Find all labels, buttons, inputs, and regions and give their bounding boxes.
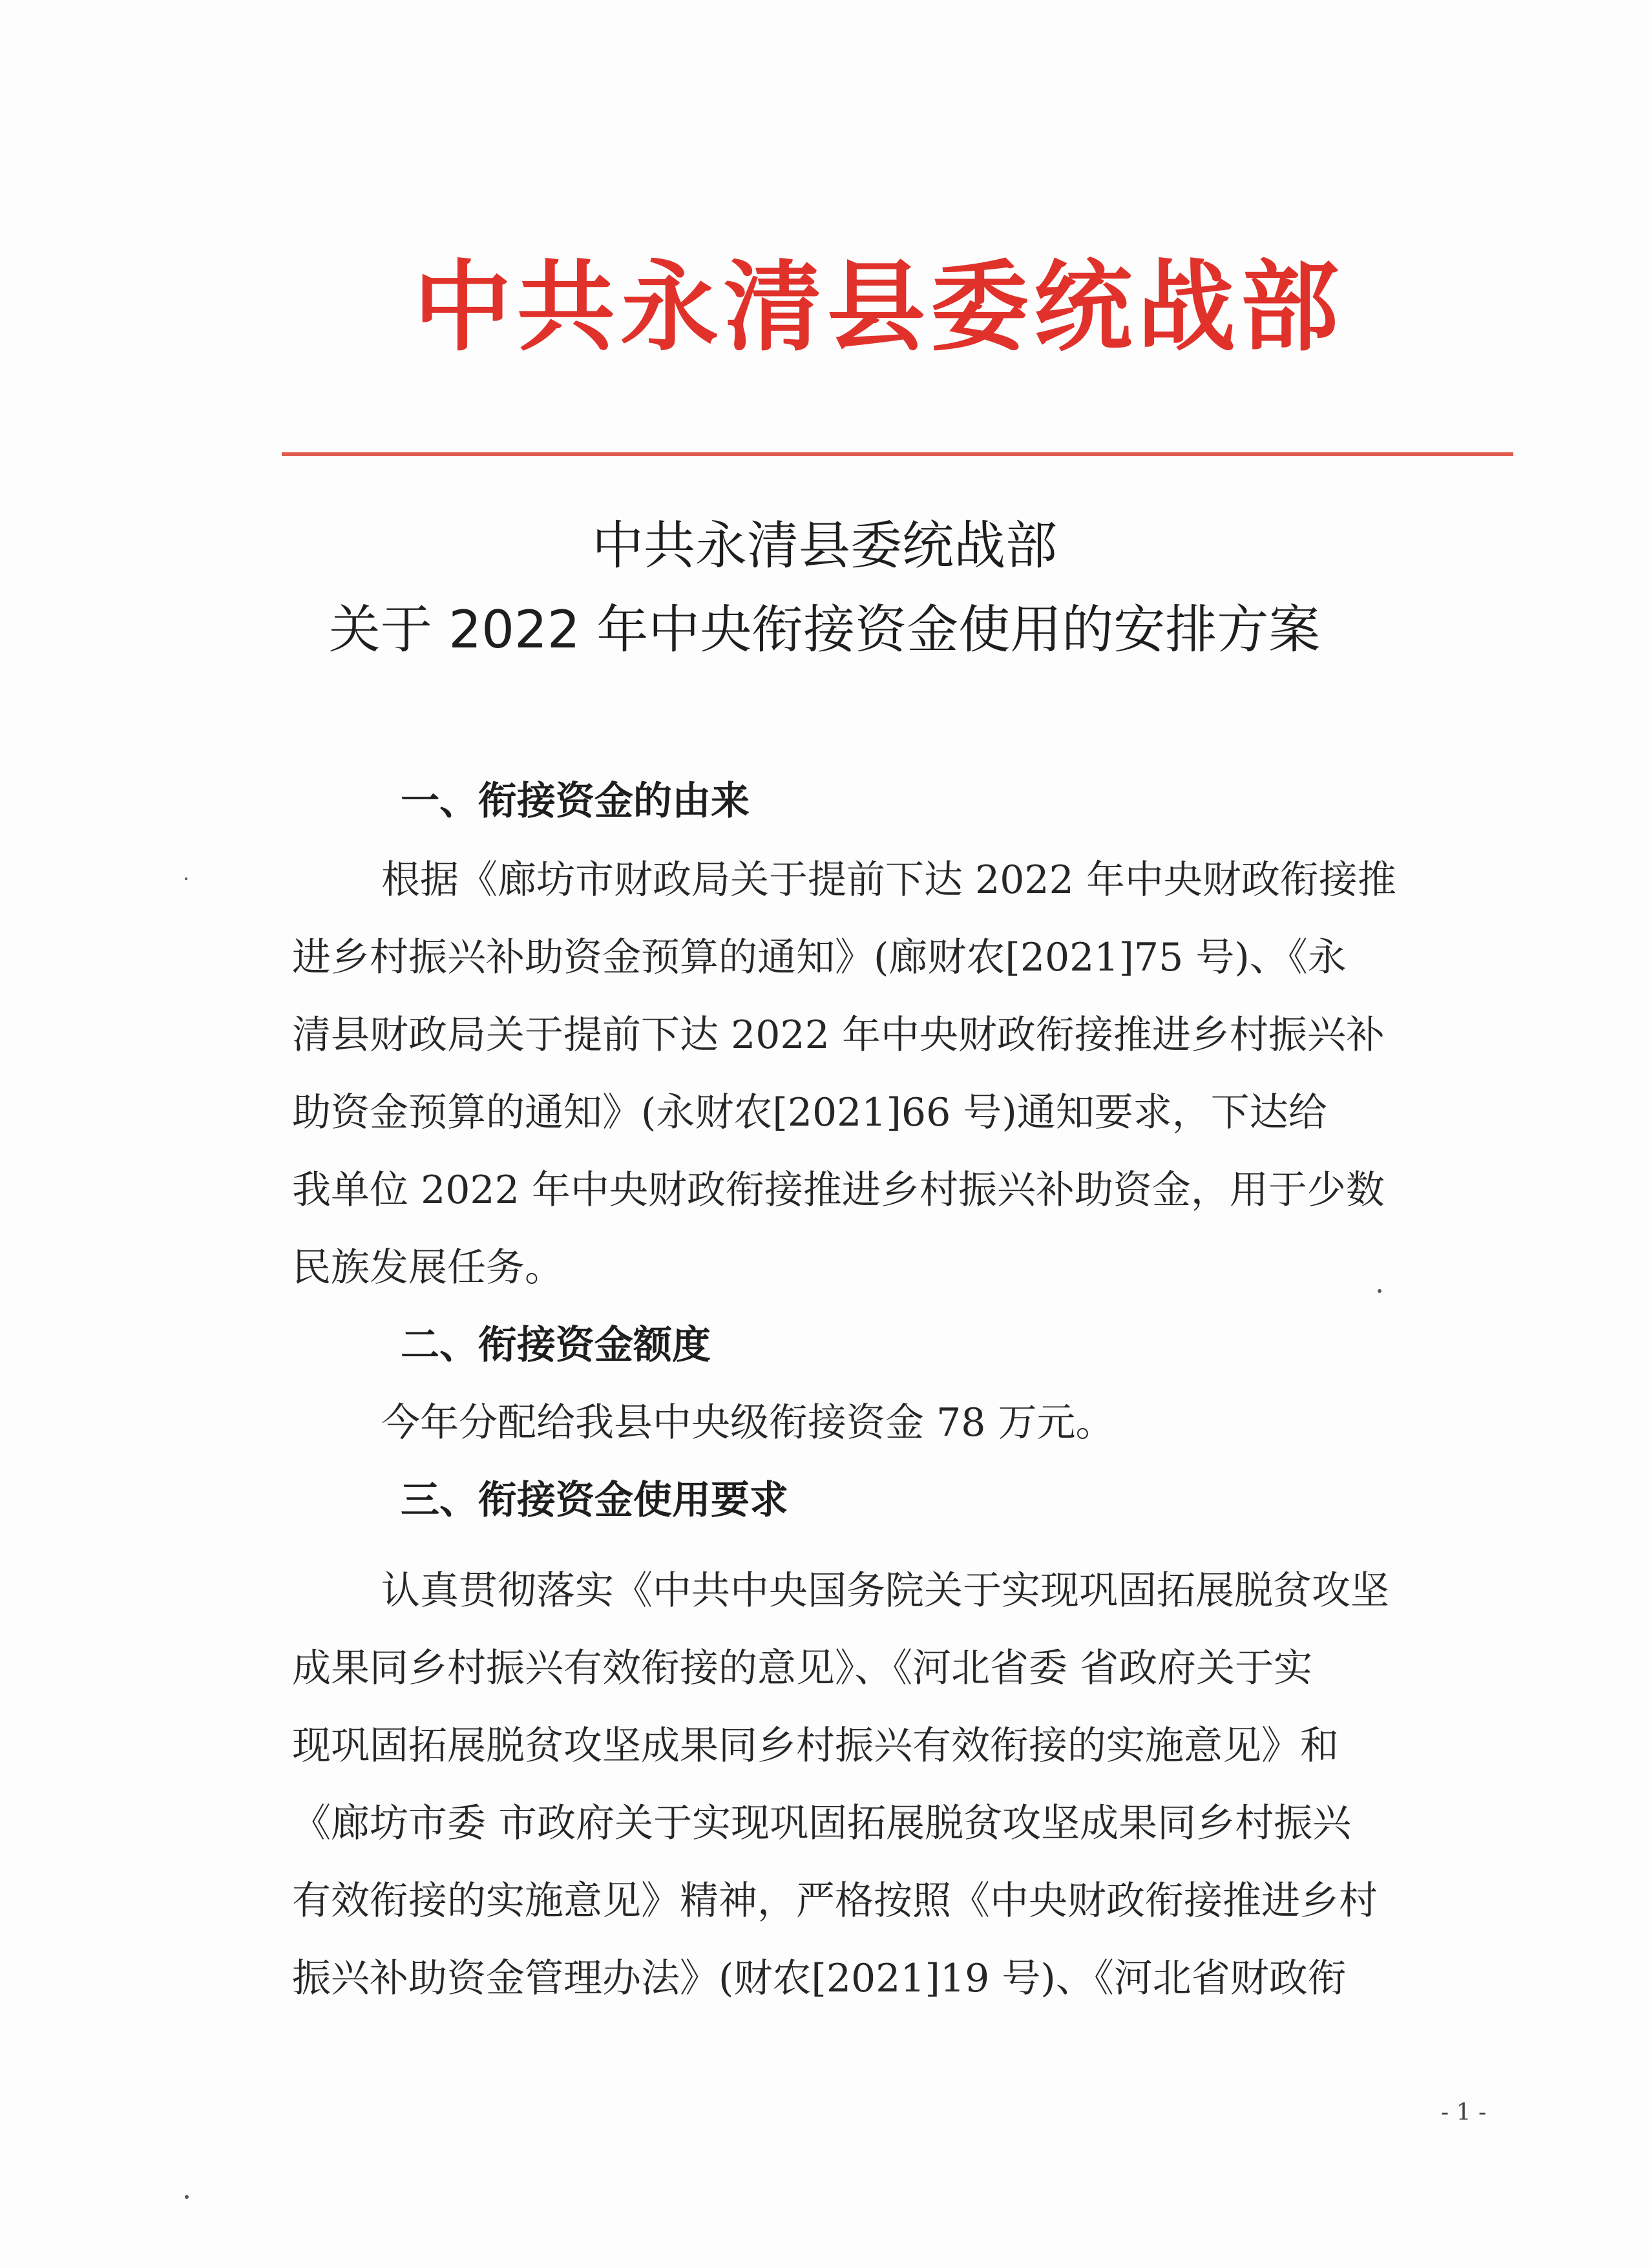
section-1-line-3: 清县财政局关于提前下达 2022 年中央财政衔接推进乡村振兴补 xyxy=(292,1013,1385,1058)
section-2-heading: 二、衔接资金额度 xyxy=(401,1323,711,1368)
section-3-line-1: 认真贯彻落实《中共中央国务院关于实现巩固拓展脱贫攻坚 xyxy=(381,1568,1389,1613)
section-1-line-1: 根据《廊坊市财政局关于提前下达 2022 年中央财政衔接推 xyxy=(381,857,1396,903)
scan-speck xyxy=(1378,1289,1381,1293)
section-1-line-6: 民族发展任务。 xyxy=(292,1245,563,1290)
section-3-heading: 三、衔接资金使用要求 xyxy=(401,1478,788,1523)
section-1-line-5: 我单位 2022 年中央财政衔接推进乡村振兴补助资金，用于少数 xyxy=(292,1168,1385,1213)
section-1-line-4: 助资金预算的通知》(永财农[2021]66 号)通知要求，下达给 xyxy=(292,1090,1327,1135)
page-number: - 1 - xyxy=(1441,2099,1487,2126)
scan-speck xyxy=(185,877,187,880)
section-3-line-5: 有效衔接的实施意见》精神，严格按照《中央财政衔接推进乡村 xyxy=(292,1878,1378,1924)
scan-speck xyxy=(185,2195,189,2199)
section-1-line-2: 进乡村振兴补助资金预算的通知》(廊财农[2021]75 号)、《永 xyxy=(292,935,1347,980)
section-3-line-6: 振兴补助资金管理办法》(财农[2021]19 号)、《河北省财政衔 xyxy=(292,1956,1347,2001)
section-3-line-2: 成果同乡村振兴有效衔接的意见》、《河北省委 省政府关于实 xyxy=(292,1646,1313,1691)
section-3-line-3: 现巩固拓展脱贫攻坚成果同乡村振兴有效衔接的实施意见》和 xyxy=(292,1723,1339,1769)
section-2-line-1: 今年分配给我县中央级衔接资金 78 万元。 xyxy=(381,1400,1115,1445)
letterhead-title: 中共永清县委统战部 xyxy=(414,249,1344,364)
section-1-heading: 一、衔接资金的由来 xyxy=(401,779,750,824)
letterhead-red-rule xyxy=(282,452,1513,456)
section-3-line-4: 《廊坊市委 市政府关于实现巩固拓展脱贫攻坚成果同乡村振兴 xyxy=(292,1801,1352,1846)
document-title-line-1: 中共永清县委统战部 xyxy=(592,516,1057,576)
document-title-line-2: 关于 2022 年中央衔接资金使用的安排方案 xyxy=(328,600,1321,660)
